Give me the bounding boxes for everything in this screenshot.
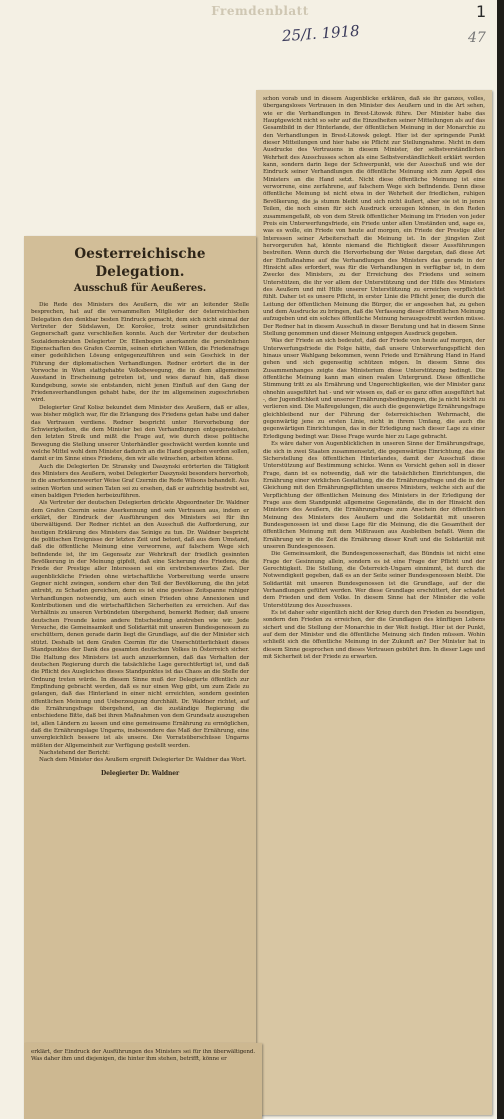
speaker-heading: Delegierter Dr. Waldner [100, 769, 180, 777]
paragraph: Nach dem Minister des Aeußern ergreift Delegierter Dr. Waldner das Wort. [39, 757, 247, 764]
page-edge [497, 0, 504, 1119]
paragraph: Nachstehend der Bericht: [39, 749, 110, 756]
left-clipping [24, 236, 256, 1043]
paragraph: Auch die Delegierten Dr. Stransky und Daszynski erörterten die Tätigkeit des Ministers des Aeußern, wobei Delegierter Daszynski besonders hervorhob, in die anerkennenswerter Weise Graf Czernin die Rede Wilsons behandelt. Aus seinen Worten und seinen Taten sei zu ersehen, daß er aufrichtig bestrebt sei, einen baldigen Frieden herbeizuführen. [31, 463, 249, 499]
paragraph: Die Rede des Ministers des Aeußern, die wir an leitender Stelle besprechen, hat auf die versammelten Mitglieder der österreichischen Delegation den denkbar besten Eindruck gemacht, dem sich nicht einmal der Vertreter der Südslawen, Dr. Korošec, trotz seiner grundsätzlichen Gegnerschaft ganz verschließen konnte. Auch der Vertreter der deutschen Sozialdemokraten Delegierter Dr. Ellenbogen anerkannte die persönlichen Eigenschaften des Grafen Czernin, seinen ehrlichen Willen, die Friedensfrage einer gedeihlichen Lösung entgegenzuführen und sein Geschick in der Führung der diplomatischen Verhandlungen. Redner erörtert die in der Vorwoche in Wien stattgehabte Volksbewegung, die in dem allgemeinen Ausstand in Erscheinung getreten ist, und wies darauf hin, daß diese Kundgebung, sowie sie entstanden, nicht jenen Einfluß auf den Gang der Friedensverhandlungen gehabt habe, der ihr im allgemeinen zugeschrieben wird. [31, 302, 249, 404]
article-headline: Oesterreichische Delegation. [74, 246, 206, 280]
page-number: 1 [476, 2, 487, 21]
archive-number: 47 [468, 30, 486, 46]
paragraph: Es ist daher sehr eigentlich nicht der Krieg durch den Frieden zu beendigen, sondern den Frieden zu erreichen, der die Grundlagen des künftigen Lebens sichert und die Stellung der Monarchie in der Welt festigt. Hier ist der Punkt, auf dem der Minister und die öffentliche Meinung sich finden müssen. Wohin schließt sich die öffentliche Meinung in der Zukunft an? Der Minister hat in diesem Sinne gesprochen und dieses Vertrauen gebührt ihm. In dieser Lage und mit Sicherheit ist der Friede zu erwarten. [263, 610, 485, 661]
paragraph: Die Gemeinsamkeit, die Bundesgenossenschaft, das Bündnis ist nicht eine Frage der Gesinnung allein, sondern es ist eine Frage der Pflicht und der Gerechtigkeit. Die Stellung, die Österreich-Ungarn einnimmt, ist durch die Notwendigkeit gegeben, daß es an der Seite seiner Bundesgenossen bleibt. Die Solidarität mit unseren Bundesgenossen ist die Grundlage, auf der die Verhandlungen geführt werden. Wer diese Grundlage erschüttert, der schadet dem Frieden und dem Volke. In diesem Sinne hat der Minister die volle Unterstützung des Ausschusses. [263, 551, 485, 609]
paragraph: Was der Friede an sich bedeutet, daß der Friede von heute auf morgen, der Unterwerfungsfriede die Folge hätte, daß unsere Unterwerfungspflicht den hinaus unser Wahlgang bekommen, wenn Friede und Ernährung Hand in Hand gehen und sich gegenseitig schützen mögen. In diesem Sinne des Zusammenhanges zeigte das Ministerium diese Unterstützung bedingt. Die öffentliche Meinung kann man einen realen Untergrund. Diese öffentliche Stimmung tritt zu als Ernährung und Ungerechtigkeiten, wie der Minister ganz ohnehin ausgeführt hat - und wir wissen es, daß er es ganz offen ausgeführt hat -, der Jugendlichkeit und unserer Ernährungsbedingungen, die ja nicht leicht zu verlieren sind. Die Maßregelungen, die auch die gegenwärtige Ernährungsfrage gleichbleibend nur der Führung der österreichischen Wehrmacht, die gegenwärtig jene zu ersten Linie, nicht in ihrem Umfang, die auch die gegenwärtigen Einrichtungen, das in der Erledigung nach dieser Lage zu einer Erledigung bedingt war. Diese Frage wurde hier zu Lage gebracht. [263, 338, 485, 440]
bottom-clipping [24, 1043, 262, 1119]
paragraph: erklärt, der Eindruck der Ausführungen des Ministers sei für ihn überwältigend. Was daher ihm und diejenigen, die hinter ihm stehen, betrifft, könne er [31, 1049, 255, 1063]
right-clipping [256, 90, 492, 1115]
left-column-text [31, 242, 249, 1039]
paragraph: Delegierter Graf Kolisz bekundet dem Minister des Aeußern, daß er alles, was bisher möglich war, für die Erlangung des Friedens getan habe und daher das Vertrauen verdiene. Redner bespricht unter Hervorhebung der Schwierigkeiten, die dem Minister bei den Verhandlungen entgegenstehen, den letzten Streik und mißt die Frage auf, wie durch diese politische Bewegung die Stellung unserer Unterhändler geschwächt werden konnte und welche Mittel wohl dem Minister dadurch an die Hand gegeben werden sollen, damit er im Sinne eines Friedens, den wir alle wünschen, arbeiten könne. [31, 404, 249, 463]
paragraph: Es wäre daher von Augenblicklichen in unseren Sinne der Ernährungsfrage, die sich in zwei Staaten zusammensetzt, die gegenwärtige Einrichtung, das die Sicherstellung des öffentlichen Hinterlandes, damit der Ausschuß diese Unterstützung auf Bestimmung schicke. Wenn es Vorsicht gehen soll in dieser Frage, dann ist es notwendig, daß wir die tatsächlichen Einrichtungen, die Ernährung einer wirklichen Gestaltung, die die Ernährungsfrage und die in der Gleichung mit den Ernährungspflichten unseres Ministers, welche sich auf die Verpflichtung der öffentlichen Meinung des Ministers in der Erledigung der Frage aus dem Standpunkt allgemeine Gegenstände, die in der Hinsicht den Ministers des Aeußern, die Ernährungsfrage zum Anschein der öffentlichen Meinung des Ministers des Aeußern und die Solidarität mit unseren Bundesgenossen ist und diese Lage für die Meinung, die die Gesamtheit der öffentlichen Meinung mit dem Mißtrauen aus Ausbleiben befaßt. Wenn die Ernährung wir in die Zeit die Ernährung dieser Kraft und die Solidarität mit unseren Bundesgenossen. [263, 441, 485, 550]
bottom-column-text [31, 1049, 255, 1115]
paragraph: schon vorab und in diesem Augenblicke erklären, daß sie ihr ganzes, volles, übergangsloses Vertrauen in den Minister des Aeußern und in die Art sehen, wie er die Verhandlungen in Brest-Litowsk führe. Der Minister habe das Hauptgewicht nicht so sehr auf die Einzelheiten seiner Mitteilungen als auf das Gesamtbild in der Hinterlande, der öffentlichen Meinung in der Monarchie zu den Verhandlungen in Brest-Litowsk gelegt. Hier ist der springende Punkt dieser Mitteilungen und hier habe sie Pflicht zur Stellungnahme. Nicht in dem Ausdrucke des Vertrauens in diesem Minister, der selbstverständlichen Wehrheit des Ausschusses schon als eine Selbstverständlichkeit erklärt werden kann, sondern darin liege der Schwerpunkt, wie der Ausschuß und wie der Eindruck seiner Verhandlungen die öffentliche Meinung sich zum Appell des Ministers an die Hand setzt. Nicht diese öffentliche Meinung ist eine verworrene, eine zerfahrene, auf falschem Wege sich befindende. Denn diese öffentliche Meinung ist nicht etwa in der Wehrheit der friedlichen, ruhigen Bevölkerung, die ja stumm bleibt und sich nicht äußert, aber sie ist in jenen Teilen, die noch einen für sich Ausdruck erzeugen können, in den Reden zusammengefaßt, ob von dem Streik öffentlicher Meinung im Frieden von jeder Preis ein Unterwerfungsfriede, ein Friede unter allen Umständen und, sage es, was es wolle, ein Friede von heute auf morgen, ein Friede der Prestige aller Interessen seiner Arbeiterschaft die Meinung ist. In der jüngsten Zeit hervorgerufen hat, könnte niemand die Richtigkeit dieser Aussführungen bestreiten. Wenn durch die Hervorhebung der Weise dargetan, daß diese Art der Einflußnahme auf die Verhandlungen des Ministers das gerade in der Hinsicht alles erfordert, was für die Verhandlungen in verfügbar ist, in dem Zwecke des Ministers, zu der Erreichung des Friedens und seinem Unterstützen, die ihr vor allem der Unterstützung und der Hilfe des Ministers des Aeußern und mit Hilfe unserer Unterstützung zu erreichen verpflichtet fühlt. Daher ist es unsere Pflicht, in erster Linie die Pflicht jener, die durch die Leitung der öffentlichen Meinung die Bürger, die er angesehen hat, zu gehen und dem Ausdrucke zu bringen, daß die Verfassung dieser öffentlichen Meinung aufzugeben und ein solches öffentliche Meinung herausgestrebt werden müsse. Der Redner hat in diesem Ausschuß in dieser Beratung und hat in diesem Sinne Stellung genommen und dieser Meinung entgegen Ausdruck gegeben. [263, 96, 485, 337]
handwritten-date: 25/I. 1918 [281, 21, 361, 46]
article-subheadline: Ausschuß für Aeußeres. [73, 283, 207, 294]
right-column-text [263, 96, 485, 1111]
newspaper-masthead: Fremdenblatt [211, 4, 309, 18]
paragraph: Als Vertreter der deutschen Delegierten drückte Abgeordneter Dr. Waldner dem Grafen Czernin seine Anerkennung und sein Vertrauen aus, indem er erklärt, der Eindruck der Ausführungen des Ministers sei für ihn überwältigend. Der Redner richtet an den Ausschuß die Aufforderung, zur heutigen Erklärung des Ministers das Seinige zu tun. Dr. Waldner bespricht die politischen Ereignisse der letzten Zeit und betont, daß aus dem Umstand, daß die öffentliche Meinung eine verworrene, auf falschem Wege sich befindende ist, ihr im Gegensatz zur Wehrkraft der friedlich gesinnten Bevölkerung in der Meinung gipfelt, daß eine Sicherung des Friedens, die Friede der Prestige aller Interessen sei ein erstrebenswertes Ziel. Der augenblickliche Frieden ohne wirtschaftliche Vorbereitung werde unsere Gegner nicht zwingen, sondern eher den Teil der Bevölkerung, die ihn jetzt antrebt, zu Schaden gereichen, denn es ist eine gewisse Zeitspanne ruhiger Verhandlungen notwendig, um auch einen Frieden ohne Annexionen und Kontributionen und die wirtschaftlichen Sicherheiten zu erreichen. Auf das Verhältnis zu unseren Verbündeten übergehend, bemerkt Redner, daß unsere deutschen Freunde keine andere Entscheidung anstreben wie wir. Jede Versuche, die Gemeinsamkeit und Solidarität mit unseren Bundesgenossen zu erschüttern, denen gerade darin liegt die Grundlage, auf die der Minister sich stützt. Deshalb ist dem Grafen Czernin für die Unerschütterlichkeit dieses Standpunktes der Dank des gesamten deutschen Volkes in Österreich sicher. Die Haltung des Ministers ist auch anzuerkennen, daß das Verhalten der deutschen Regierung durch die tatsächliche Lage gerechtfertigt ist, und daß die Pflicht des Ausgleiches dieses Standpunktes ist das Chaos an die Stelle der Ordnung treten würde. In diesem Sinne muß der Delegierte öffentlich zur Empfindung gebracht werden, daß es nur einen Weg gibt, um zum Ziele zu gelangen, daß das Hinterland in einer nicht erreichten, sondern geeinten öffentlichen Meinung und Ueberzeugung durchhält. Dr. Waldner richtet, auf die Ernährungsfrage übergehend, an die zuständige Regierung die entschiedene Bitte, daß bei ihren Maßnahmen von dem Grundsatz auszugehen ist, allen Ländern zu lassen und eine gemeinsame Ernährung zu ermöglichen, daß die Ernährungslage Ungarns, insbesondere das Maß der Ernährung, eine unvergleichlich bessere ist als unsere. Die Vorratsüberschüsse Ungarns müßten der Allgemeinheit zur Verfügung gestellt werden. [31, 500, 249, 749]
